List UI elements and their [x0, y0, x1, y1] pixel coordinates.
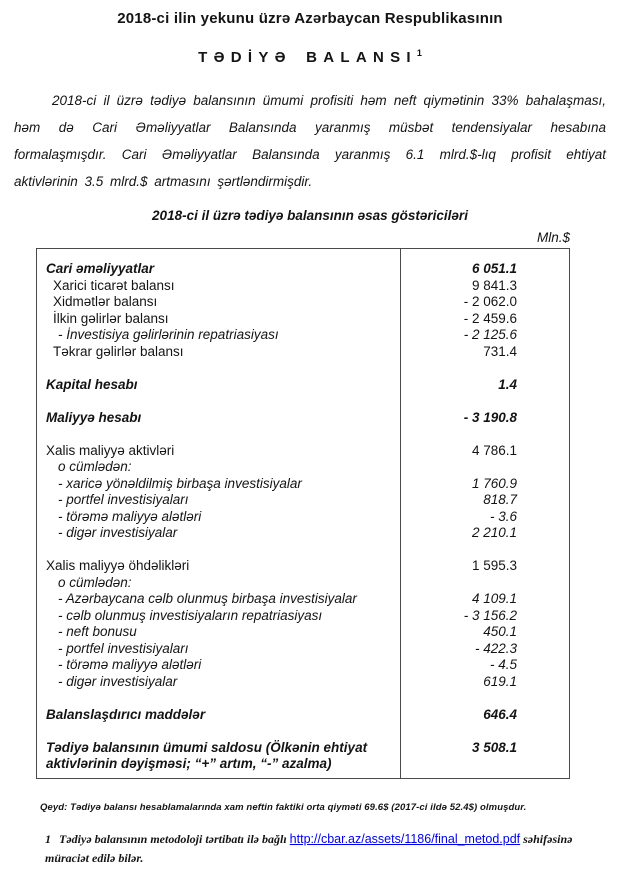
- row-value: 4 786.1: [471, 442, 517, 458]
- table-row: [37, 459, 569, 476]
- row-label: - törəmə maliyyə alətləri: [58, 657, 202, 672]
- table-row: [37, 624, 569, 641]
- row-label: İlkin gəlirlər balansı: [53, 310, 169, 326]
- row-label: - portfel investisiyaları: [58, 640, 189, 656]
- table-row: [37, 525, 569, 542]
- table-row: [37, 443, 569, 460]
- table-row: [37, 410, 569, 427]
- row-value: 646.4: [483, 706, 517, 722]
- row-value: - 4.5: [489, 657, 517, 672]
- row-value: 6 051.1: [471, 261, 517, 276]
- document-title-main: TƏDİYƏ BALANSI: [198, 49, 417, 66]
- table-row: [37, 591, 569, 608]
- row-label: - xaricə yönəldilmiş birbaşa investisiyalar: [58, 475, 302, 491]
- row-label: Xalis maliyyə öhdəlikləri: [46, 558, 190, 573]
- footnote-text-after-link: səhifəsinə: [523, 831, 573, 846]
- row-value: 2 210.1: [471, 525, 517, 540]
- row-label: Xidmətlər balansı: [53, 294, 158, 309]
- table-row: [37, 278, 569, 295]
- unit-label: Mln.$: [536, 230, 570, 245]
- row-label: Təkrar gəlirlər balansı: [53, 343, 184, 359]
- row-value: 450.1: [483, 624, 517, 639]
- table-title: 2018-ci il üzrə tədiyə balansının əsas göstəriciləri: [152, 208, 468, 223]
- row-value: - 2 459.6: [463, 310, 517, 326]
- row-value: - 3 190.8: [463, 409, 517, 425]
- row-label: Balanslaşdırıcı maddələr: [46, 706, 206, 722]
- document-title-line2: [10, 48, 610, 66]
- table-row: [37, 674, 569, 691]
- row-label: - törəmə maliyyə alətləri: [58, 508, 202, 524]
- table-row: [37, 740, 569, 773]
- footnote-marker: 1: [45, 831, 51, 846]
- row-label: o cümlədən:: [58, 459, 132, 474]
- table-row: [37, 707, 569, 724]
- row-label: - cəlb olunmuş investisiyaların repatriasiyası: [58, 607, 323, 623]
- footnote-link[interactable]: http://cbar.az/assets/1186/final_metod.pdf: [289, 831, 521, 846]
- table-row: [37, 377, 569, 394]
- row-label: - Azərbaycana cəlb olunmuş birbaşa investisiyalar: [58, 591, 357, 606]
- table-row: [37, 608, 569, 625]
- title-footnote-reference: 1: [416, 48, 422, 58]
- table-row: [37, 657, 569, 674]
- note-text: Qeyd: Tədiyə balansı hesablamalarında xam neftin faktiki orta qiyməti 69.6$ (2017-ci ildə 52.4$) olmuşdur.: [40, 801, 527, 813]
- row-label: Xalis maliyyə aktivləri: [46, 442, 175, 458]
- row-label: - portfel investisiyaları: [58, 492, 189, 507]
- balance-table: [36, 248, 570, 779]
- row-value: 4 109.1: [471, 591, 517, 606]
- table-row: [37, 311, 569, 328]
- table-row: [37, 476, 569, 493]
- row-label: Tədiyə balansının ümumi saldosu (Ölkənin ehtiyat aktivlərinin dəyişməsi; “+” artım, “-” azalma): [46, 739, 368, 771]
- row-value: 3 508.1: [471, 739, 517, 755]
- row-label: Xarici ticarət balansı: [53, 277, 175, 293]
- row-value: 1 595.3: [471, 558, 517, 573]
- footnote-text-before-link: Tədiyə balansının metodoloji tərtibatı ilə bağlı: [59, 831, 287, 846]
- table-spacer-row: [37, 542, 569, 559]
- table-row: [37, 492, 569, 509]
- row-label: - digər investisiyalar: [58, 525, 178, 540]
- row-value: 9 841.3: [471, 277, 517, 293]
- row-label: - digər investisiyalar: [58, 673, 178, 689]
- row-value: - 2 125.6: [463, 327, 517, 342]
- footnote-line2: müraciət edilə bilər.: [45, 850, 144, 865]
- table-row: [37, 558, 569, 575]
- table-spacer-row: [37, 690, 569, 707]
- row-label: - neft bonusu: [58, 624, 137, 639]
- table-spacer-row: [37, 426, 569, 443]
- row-value: - 2 062.0: [463, 294, 517, 309]
- table-row: [37, 509, 569, 526]
- row-label: - İnvestisiya gəlirlərinin repatriasiyası: [58, 327, 279, 342]
- row-label: o cümlədən:: [58, 574, 132, 590]
- row-value: 1 760.9: [471, 475, 517, 491]
- row-value: 1.4: [498, 376, 517, 392]
- row-value: - 422.3: [474, 640, 517, 656]
- row-value: 731.4: [483, 343, 517, 359]
- table-spacer-row: [37, 360, 569, 377]
- row-label: Cari əməliyyatlar: [46, 261, 155, 276]
- table-row: [37, 294, 569, 311]
- footnote: [45, 830, 588, 868]
- table-spacer-row: [37, 723, 569, 740]
- table-row: [37, 344, 569, 361]
- document-title-line1: 2018-ci ilin yekunu üzrə Azərbaycan Respublikasının: [117, 10, 503, 27]
- table-column-divider: [400, 249, 402, 778]
- balance-table-rows: [37, 261, 569, 773]
- table-row: [37, 327, 569, 344]
- row-value: 818.7: [483, 492, 517, 507]
- table-row: [37, 575, 569, 592]
- table-spacer-row: [37, 393, 569, 410]
- intro-paragraph: 2018-ci il üzrə tədiyə balansının ümumi profisiti həm neft qiymətinin 33% bahalaşması, həm də Cari Əməliyyatlar Balansında yaranmış müsbət tendensiyalar hesabına formalaşmışdır. Cari Əməliyyatlar Balansında yaranmış 6.1 mlrd.$-lıq profisit ehtiyat aktivlərinin 3.5 mlrd.$ artmasını şərtləndirmişdir.: [14, 93, 606, 189]
- row-label: Kapital hesabı: [46, 376, 138, 392]
- row-value: - 3 156.2: [463, 607, 517, 623]
- table-row: [37, 261, 569, 278]
- row-value: 619.1: [483, 673, 517, 689]
- row-label: Maliyyə hesabı: [46, 409, 142, 425]
- table-row: [37, 641, 569, 658]
- row-value: - 3.6: [489, 508, 517, 524]
